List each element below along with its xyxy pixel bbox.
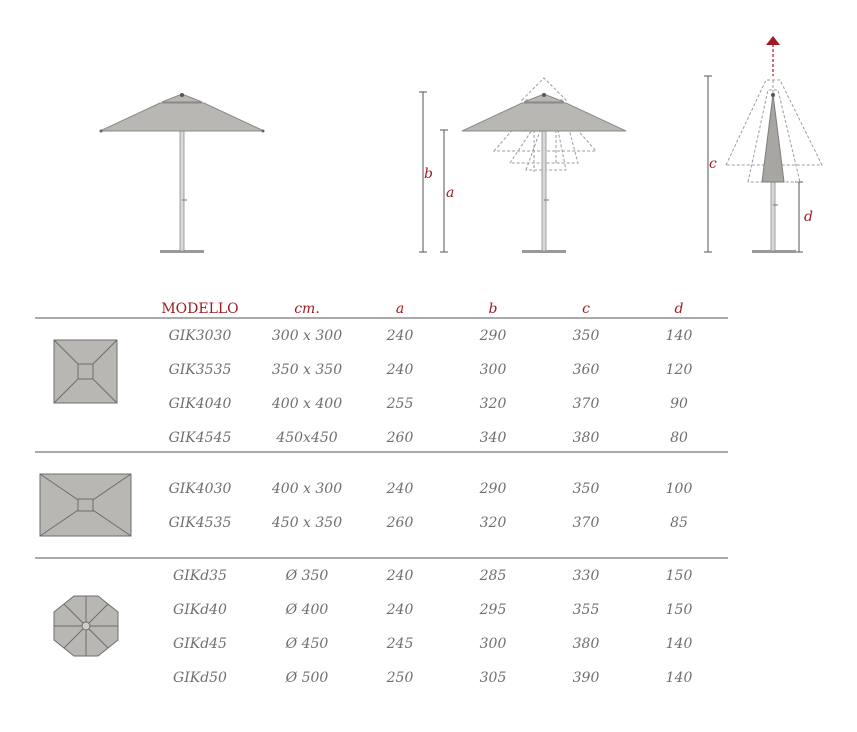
cell-size: Ø 400	[285, 602, 329, 618]
cell-model: GIK4030	[168, 481, 232, 497]
square-canopy-icon	[54, 340, 117, 403]
cell-size: Ø 450	[285, 636, 329, 652]
cell-b: 340	[479, 430, 507, 446]
cell-c: 380	[572, 636, 600, 652]
cell-model: GIK4545	[168, 430, 232, 446]
header-a: a	[395, 301, 405, 317]
cell-b: 295	[479, 602, 507, 618]
cell-d: 80	[670, 430, 688, 446]
table-row	[173, 636, 692, 652]
cell-a: 240	[386, 602, 414, 618]
cell-b: 300	[479, 362, 507, 378]
cell-a: 260	[386, 430, 414, 446]
cell-a: 250	[386, 670, 414, 686]
dimension-b-label: b	[424, 166, 433, 182]
cell-c: 370	[572, 396, 600, 412]
table-row	[169, 362, 693, 378]
cell-c: 390	[572, 670, 600, 686]
table-row	[173, 568, 692, 584]
dimension-a-label: a	[446, 185, 455, 201]
table-row	[169, 481, 693, 497]
cell-size: 450x450	[276, 430, 338, 446]
table-header-row	[161, 301, 683, 317]
cell-size: 400 x 400	[271, 396, 343, 412]
header-d: d	[674, 301, 684, 317]
cell-size: Ø 500	[285, 670, 329, 686]
cell-b: 320	[479, 515, 507, 531]
cell-model: GIK3535	[168, 362, 232, 378]
cell-model: GIKd40	[173, 602, 227, 618]
cell-d: 140	[665, 328, 693, 344]
cell-a: 240	[386, 362, 414, 378]
cell-c: 350	[572, 328, 600, 344]
cell-b: 320	[479, 396, 507, 412]
cell-b: 285	[479, 568, 507, 584]
table-row	[173, 670, 692, 686]
table-row	[169, 396, 688, 412]
cell-b: 290	[479, 328, 507, 344]
cell-size: 400 x 300	[271, 481, 343, 497]
arrow-up-icon	[766, 36, 780, 45]
cell-d: 150	[665, 568, 693, 584]
table-row	[169, 515, 688, 531]
cell-a: 240	[386, 568, 414, 584]
dimension-d-label: d	[804, 209, 813, 225]
header-cm: cm.	[294, 301, 320, 317]
cell-d: 90	[670, 396, 688, 412]
cell-c: 380	[572, 430, 600, 446]
cell-model: GIKd45	[173, 636, 227, 652]
umbrella-height-drawing	[419, 78, 626, 253]
table-row	[169, 430, 688, 446]
umbrella-open-drawing	[100, 93, 265, 253]
cell-b: 305	[479, 670, 507, 686]
cell-c: 360	[572, 362, 600, 378]
cell-d: 150	[665, 602, 693, 618]
rectangle-canopy-icon	[40, 474, 131, 536]
cell-a: 245	[386, 636, 414, 652]
cell-size: Ø 350	[285, 568, 329, 584]
cell-model: GIKd50	[173, 670, 227, 686]
cell-d: 120	[665, 362, 693, 378]
cell-c: 350	[572, 481, 600, 497]
cell-model: GIK4535	[168, 515, 232, 531]
cell-size: 350 x 350	[271, 362, 343, 378]
cell-a: 240	[386, 481, 414, 497]
cell-c: 355	[572, 602, 600, 618]
header-c: c	[582, 301, 590, 317]
cell-a: 255	[386, 396, 414, 412]
dimension-c-label: c	[709, 156, 717, 172]
cell-model: GIK4040	[168, 396, 232, 412]
cell-c: 330	[572, 568, 600, 584]
cell-size: 300 x 300	[271, 328, 343, 344]
table-row	[173, 602, 692, 618]
octagon-canopy-icon	[54, 596, 118, 656]
cell-model: GIK3030	[168, 328, 232, 344]
table-row	[169, 328, 693, 344]
cell-b: 290	[479, 481, 507, 497]
cell-size: 450 x 350	[271, 515, 343, 531]
cell-c: 370	[572, 515, 600, 531]
header-b: b	[488, 301, 498, 317]
cell-d: 140	[665, 636, 693, 652]
cell-d: 85	[670, 515, 688, 531]
cell-model: GIKd35	[173, 568, 227, 584]
cell-d: 140	[665, 670, 693, 686]
cell-a: 260	[386, 515, 414, 531]
umbrella-closed-drawing	[704, 36, 822, 253]
cell-d: 100	[665, 481, 693, 497]
table-body	[169, 328, 693, 686]
header-modello: MODELLO	[161, 301, 239, 317]
cell-b: 300	[479, 636, 507, 652]
cell-a: 240	[386, 328, 414, 344]
